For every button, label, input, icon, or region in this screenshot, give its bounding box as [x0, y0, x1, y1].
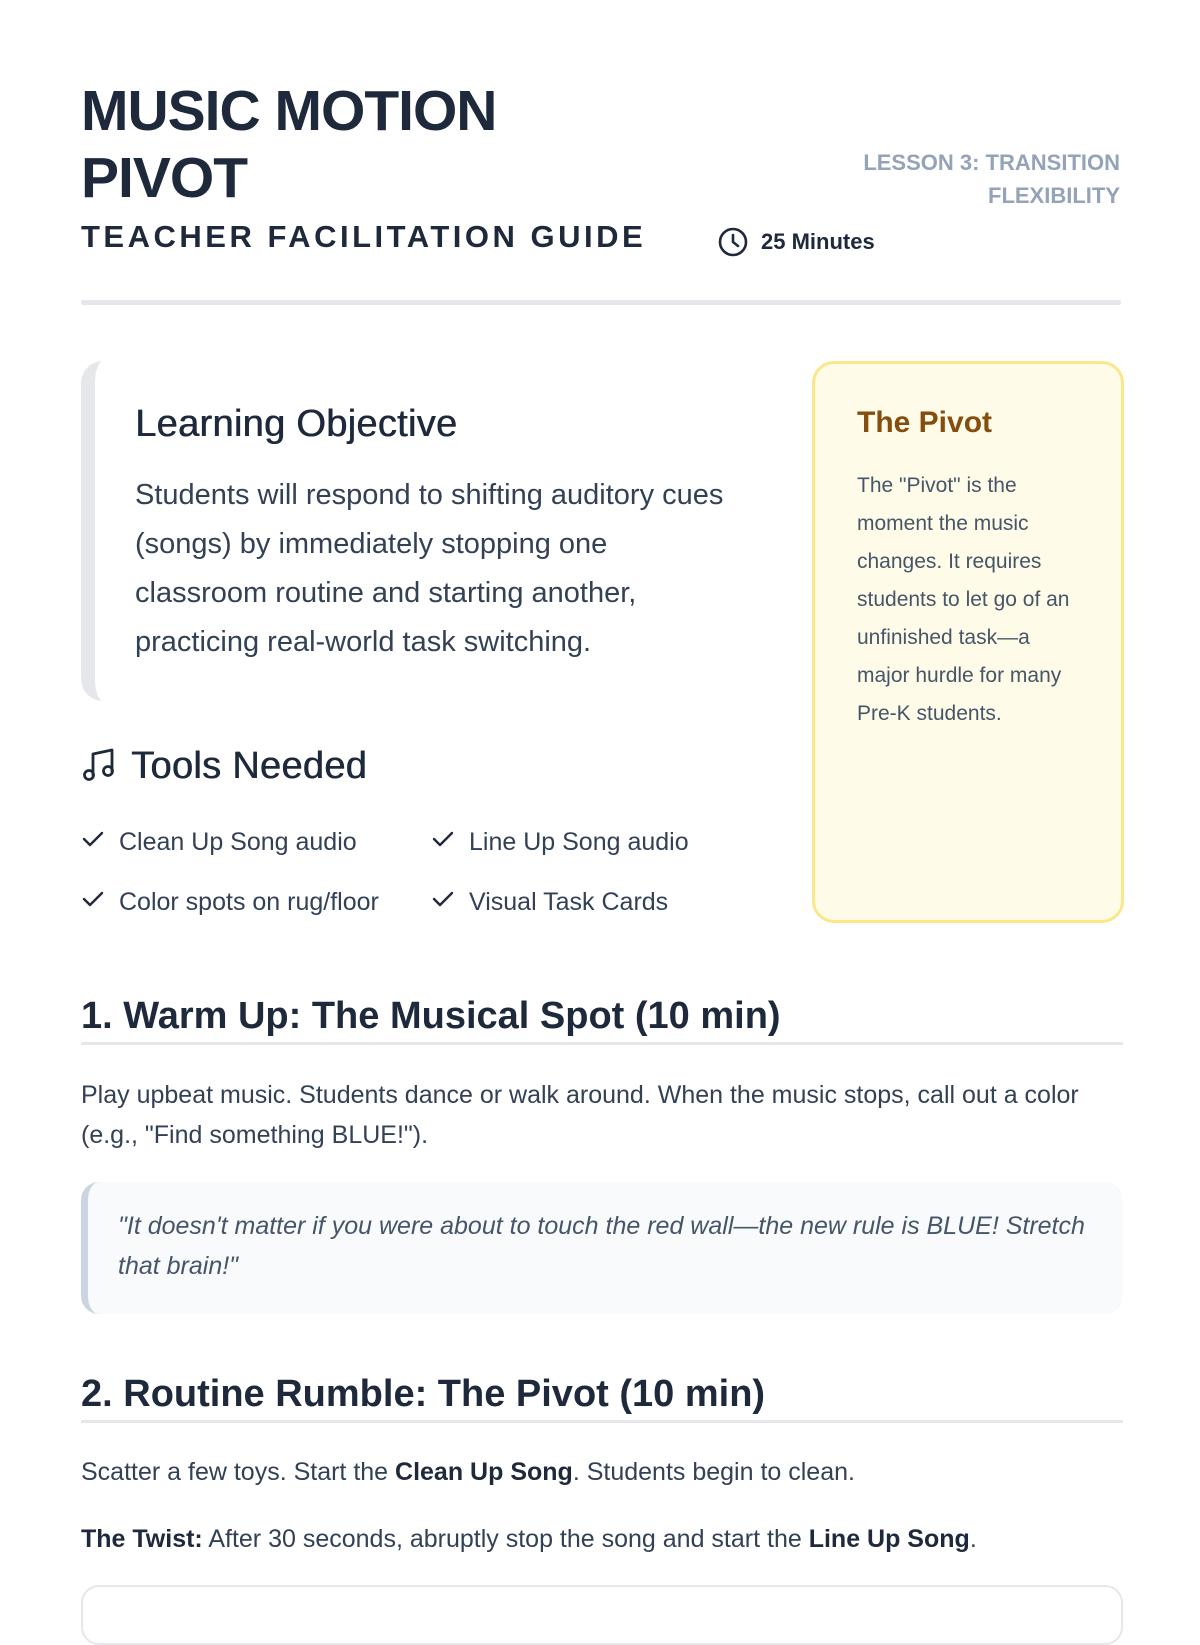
tool-label: Color spots on rug/floor — [119, 888, 379, 916]
tool-label: Clean Up Song audio — [119, 828, 357, 856]
check-icon — [431, 827, 455, 858]
section-2-title: 2. Routine Rumble: The Pivot (10 min) — [81, 1372, 1123, 1423]
check-icon — [81, 827, 105, 858]
learning-objective-block — [81, 361, 731, 701]
tool-item — [431, 827, 689, 858]
section-1-text: Play upbeat music. Students dance or walk around. When the music stops, call out a color (e.g., "Find something BLUE!"). — [81, 1081, 1079, 1149]
objective-text: Students will respond to shifting auditory cues (songs) by immediately stopping one classroom routine and starting another, practicing real-world task switching. — [135, 479, 724, 658]
section-2-paragraph-2 — [81, 1519, 1121, 1559]
text-span: Scatter a few toys. Start the — [81, 1458, 396, 1486]
tools-heading-row — [81, 745, 367, 788]
tool-item — [81, 887, 379, 918]
teacher-quote — [81, 1182, 1123, 1314]
line-up-song-label: Line Up Song — [808, 1525, 970, 1553]
pivot-callout-card — [812, 361, 1124, 923]
objective-heading: Learning Objective — [135, 403, 458, 445]
pivot-heading: The Pivot — [857, 406, 993, 439]
tool-item — [81, 827, 357, 858]
page-subtitle: TEACHER FACILITATION GUIDE — [81, 219, 647, 254]
section-1-title: 1. Warm Up: The Musical Spot (10 min) — [81, 994, 1123, 1045]
text-span: . Students begin to clean. — [572, 1458, 855, 1486]
tool-item — [431, 887, 668, 918]
tool-label: Visual Task Cards — [469, 888, 669, 916]
tools-heading: Tools Needed — [131, 745, 367, 787]
text-span: After 30 seconds, abruptly stop the song and start the — [202, 1525, 809, 1553]
page-title: MUSIC MOTION PIVOT — [81, 79, 497, 210]
header-divider — [81, 300, 1121, 305]
next-card-partial — [81, 1585, 1123, 1645]
quote-text: "It doesn't matter if you were about to touch the red wall—the new rule is BLUE! Stretch that brain!" — [118, 1212, 1085, 1280]
check-icon — [81, 887, 105, 918]
tool-label: Line Up Song audio — [469, 828, 689, 856]
duration-badge — [717, 226, 875, 258]
music-note-icon — [81, 746, 119, 788]
pivot-text: The "Pivot" is the moment the music changes. It requires students to let go of an unfinished task—a major hurdle for many Pre-K students. — [857, 474, 1070, 725]
check-icon — [431, 887, 455, 918]
text-span: . — [969, 1525, 977, 1553]
clean-up-song-label: Clean Up Song — [395, 1458, 573, 1486]
section-2-paragraph-1 — [81, 1452, 1121, 1492]
twist-label: The Twist: — [81, 1525, 203, 1553]
clock-icon — [717, 226, 749, 258]
lesson-tag: LESSON 3: TRANSITION FLEXIBILITY — [863, 150, 1120, 208]
duration-text: 25 Minutes — [761, 229, 875, 254]
